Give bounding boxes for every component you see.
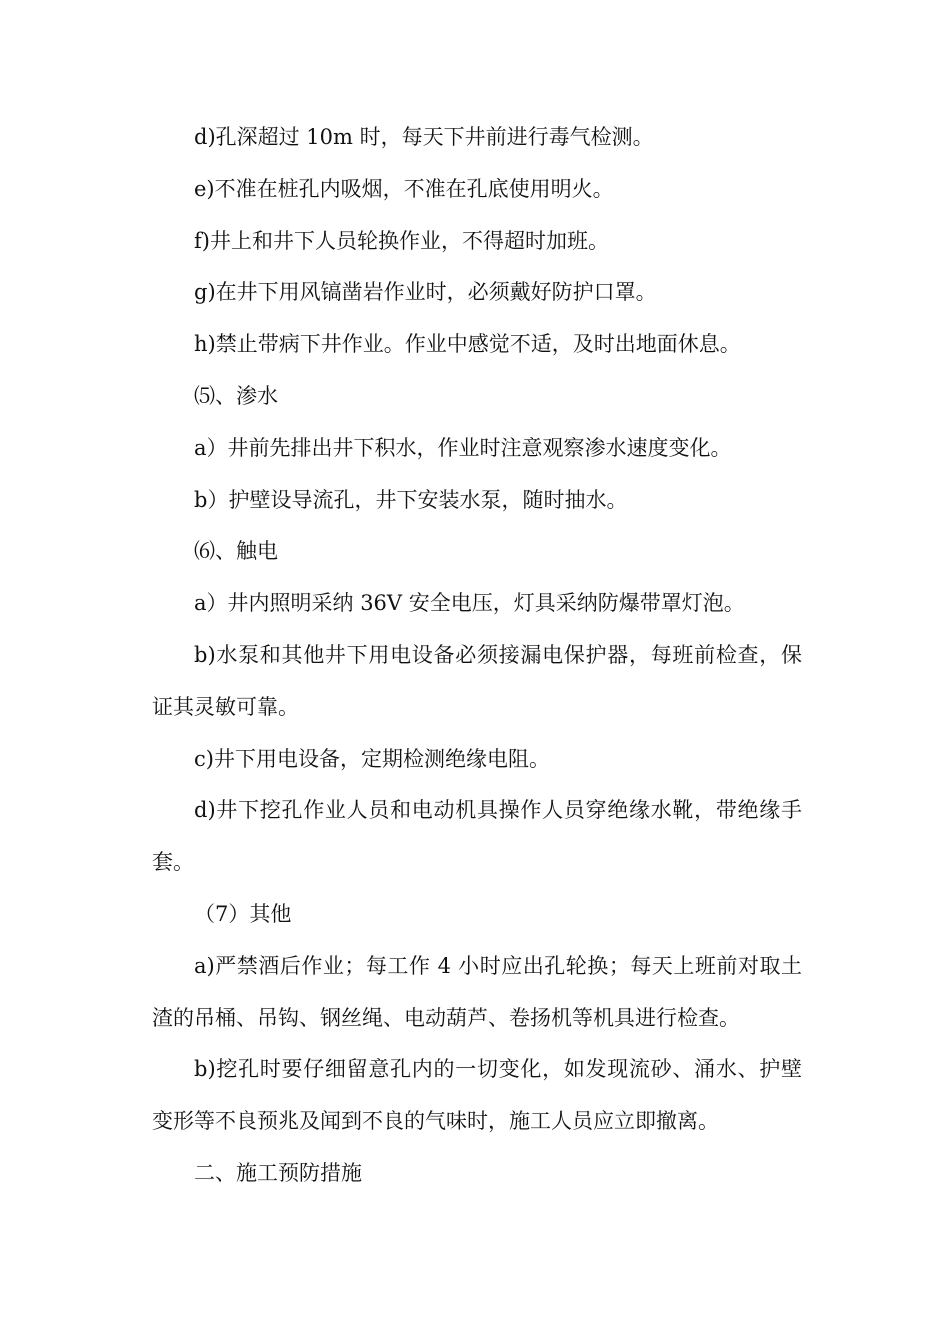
paragraph-observe-changes: b)挖孔时要仔细留意孔内的一切变化，如发现流砂、涌水、护壁变形等不良预兆及闻到不良的气味时，施工人员应立即撤离。 — [152, 1057, 802, 1134]
paragraph-insulated-gear: d)井下挖孔作业人员和电动机具操作人员穿绝缘水靴，带绝缘手套。 — [152, 798, 802, 875]
paragraph-gas-detection: d)孔深超过 10m 时，每天下井前进行毒气检测。 — [194, 125, 654, 149]
paragraph-insulation-test: c)井下用电设备，定期检测绝缘电阻。 — [194, 746, 550, 771]
paragraph-dust-mask: g)在井下用风镐凿岩作业时，必须戴好防护口罩。 — [194, 280, 657, 305]
paragraph-no-alcohol: a)严禁酒后作业；每工作 4 小时应出孔轮换；每天上班前对取土渣的吊桶、吊钩、钢丝绳、电动葫芦、卷扬机等机具进行检查。 — [152, 953, 802, 1030]
paragraph-drain-holes: b）护壁设导流孔，井下安装水泵，随时抽水。 — [194, 487, 628, 512]
paragraph-no-sick-work: h)禁止带病下井作业。作业中感觉不适，及时出地面休息。 — [194, 332, 741, 357]
paragraph-shift-rotation: f)井上和井下人员轮换作业，不得超时加班。 — [194, 228, 609, 253]
paragraph-leakage-protector: b)水泵和其他井下用电设备必须接漏电保护器，每班前检查，保证其灵敏可靠。 — [152, 642, 802, 719]
section-heading-electric-shock: ⑹、触电 — [194, 539, 278, 564]
paragraph-no-smoking: e)不准在桩孔内吸烟，不准在孔底使用明火。 — [194, 176, 614, 201]
section-heading-other: （7）其他 — [194, 901, 292, 926]
section-heading-prevention: 二、施工预防措施 — [194, 1160, 362, 1185]
paragraph-safe-voltage: a）井内照明采纳 36V 安全电压，灯具采纳防爆带罩灯泡。 — [194, 591, 745, 616]
paragraph-drain-water: a）井前先排出井下积水，作业时注意观察渗水速度变化。 — [194, 435, 732, 460]
section-heading-seepage: ⑸、渗水 — [194, 383, 278, 408]
document-body — [152, 112, 802, 1200]
